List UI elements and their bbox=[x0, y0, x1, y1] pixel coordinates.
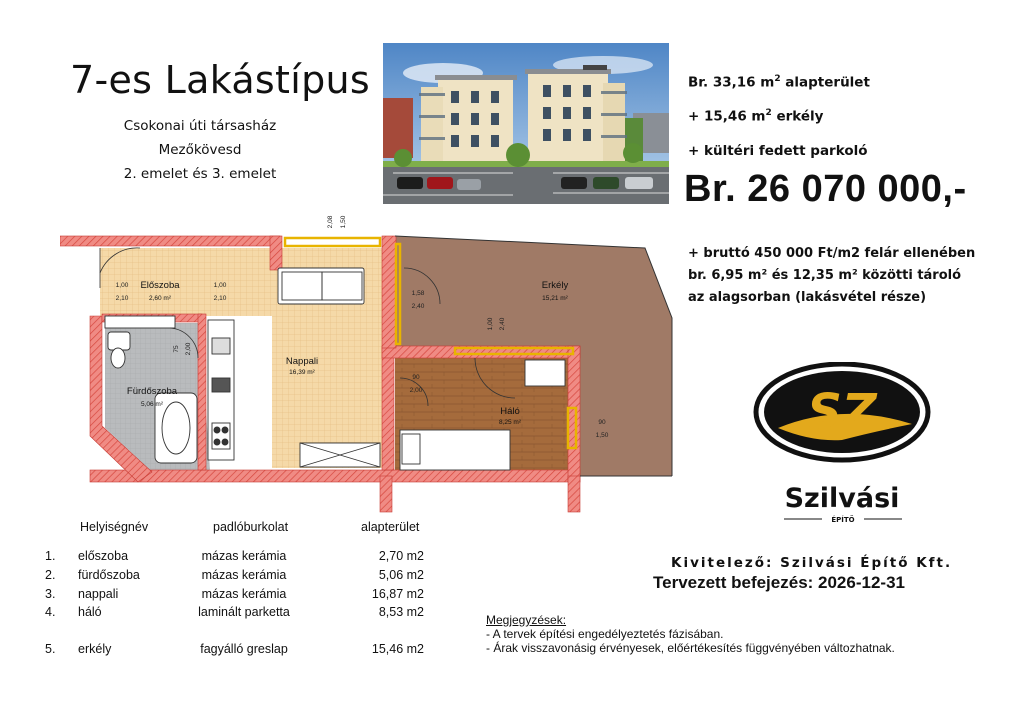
wall-bath-right bbox=[198, 314, 206, 470]
wall-top-living bbox=[270, 236, 282, 270]
svg-text:2,40: 2,40 bbox=[411, 303, 425, 310]
room-label-bedroom: Háló bbox=[500, 406, 520, 417]
svg-text:1,00: 1,00 bbox=[115, 282, 129, 289]
table-row: 3. nappali mázas kerámia 16,87 m2 bbox=[45, 587, 424, 601]
wall-living-bed bbox=[382, 348, 394, 470]
room-area-bathroom: 5,06 m² bbox=[140, 401, 164, 408]
wardrobe bbox=[525, 360, 565, 386]
logo-mark-text: SZ bbox=[807, 384, 877, 440]
subtitle-block bbox=[110, 114, 290, 186]
wall-bed-right bbox=[568, 346, 580, 482]
svg-text:1,58: 1,58 bbox=[411, 290, 425, 297]
storage-offer-line-3: az alagsorban (lakásvétel része) bbox=[688, 290, 927, 305]
svg-text:2,00: 2,00 bbox=[185, 342, 192, 356]
storage-offer bbox=[688, 243, 1008, 309]
wall-balcony-top bbox=[382, 236, 396, 348]
wall-bottom bbox=[90, 470, 580, 482]
feature-floor-area: Br. 33,16 $m^2$ alapterület bbox=[688, 74, 870, 91]
subtitle-floors: 2. emelet és 3. emelet bbox=[123, 166, 277, 182]
feature-balcony: + 15,46 $m^2$ erkély bbox=[688, 108, 824, 125]
svg-text:1,50: 1,50 bbox=[340, 215, 347, 229]
table-header-name: Helyiségnév bbox=[80, 520, 149, 534]
washbasin bbox=[108, 332, 130, 350]
svg-text:2,10: 2,10 bbox=[115, 295, 129, 302]
table-row: 2. fürdőszoba mázas kerámia 5,06 m2 bbox=[45, 568, 424, 582]
page-title: 7-es Lakástípus bbox=[70, 58, 370, 102]
subtitle-city: Mezőkövesd bbox=[158, 142, 242, 158]
table-row: 1. előszoba mázas kerámia 2,70 m2 bbox=[45, 549, 424, 563]
storage-offer-line-1: + bruttó 450 000 Ft/m2 felár ellenében bbox=[688, 246, 976, 261]
logo-tagline-text: ÉPÍTŐ bbox=[831, 516, 855, 524]
building-rendering-image bbox=[383, 43, 669, 204]
sofa bbox=[278, 268, 364, 304]
subtitle-building: Csokonai úti társasház bbox=[123, 118, 277, 134]
floor-plan bbox=[60, 208, 680, 513]
room-area-hall: 2,60 m² bbox=[148, 295, 172, 302]
svg-text:2,00: 2,00 bbox=[409, 387, 423, 394]
room-area-bedroom: 8,25 m² bbox=[498, 419, 522, 426]
svg-text:75: 75 bbox=[173, 345, 180, 353]
svg-text:90: 90 bbox=[412, 374, 420, 381]
table-header-floor: padlóburkolat bbox=[213, 520, 289, 534]
company-logo bbox=[752, 362, 932, 532]
table-header-area: alapterület bbox=[361, 520, 420, 534]
contractor-text: Kivitelező: Szilvási Építő Kft. bbox=[671, 555, 953, 571]
notes-block bbox=[486, 613, 895, 655]
svg-text:2,08: 2,08 bbox=[327, 215, 334, 229]
room-label-balcony: Erkély bbox=[541, 280, 569, 291]
room-area-balcony: 15,21 m² bbox=[542, 295, 568, 302]
svg-text:1,50: 1,50 bbox=[595, 432, 609, 439]
note-line-1: - A tervek építési engedélyeztetés fázisában. bbox=[486, 627, 724, 641]
wall-bottom-stub bbox=[380, 476, 392, 512]
svg-text:2,10: 2,10 bbox=[213, 295, 227, 302]
price: Br. 26 070 000,- bbox=[684, 168, 967, 210]
room-label-bathroom: Fürdőszoba bbox=[126, 386, 178, 397]
wall-left-top bbox=[60, 236, 280, 246]
svg-text:1,00: 1,00 bbox=[213, 282, 227, 289]
svg-text:90: 90 bbox=[598, 419, 606, 426]
logo-name-text: Szilvási bbox=[784, 483, 900, 514]
storage-offer-line-2: br. 6,95 m² és 12,35 m² közötti tároló bbox=[688, 268, 962, 283]
wall-bottom-stub-2 bbox=[568, 476, 580, 512]
svg-text:1,00: 1,00 bbox=[487, 317, 494, 331]
table-row: 4. háló laminált parketta 8,53 m2 bbox=[45, 605, 424, 619]
room-label-living: Nappali bbox=[285, 356, 319, 367]
notes-title: Megjegyzések: bbox=[486, 613, 567, 627]
room-area-living: 16,39 m² bbox=[289, 369, 315, 376]
note-line-2: - Árak visszavonásig érvényesek, előértékesítés függvényében változhatnak. bbox=[486, 641, 895, 655]
room-label-hall: Előszoba bbox=[140, 280, 180, 291]
svg-text:2,40: 2,40 bbox=[499, 317, 506, 331]
table-row: 5. erkély fagyálló greslap 15,46 m2 bbox=[45, 642, 424, 656]
completion-date: Tervezett befejezés: 2026-12-31 bbox=[653, 573, 905, 592]
feature-parking: + kültéri fedett parkoló bbox=[688, 143, 868, 159]
